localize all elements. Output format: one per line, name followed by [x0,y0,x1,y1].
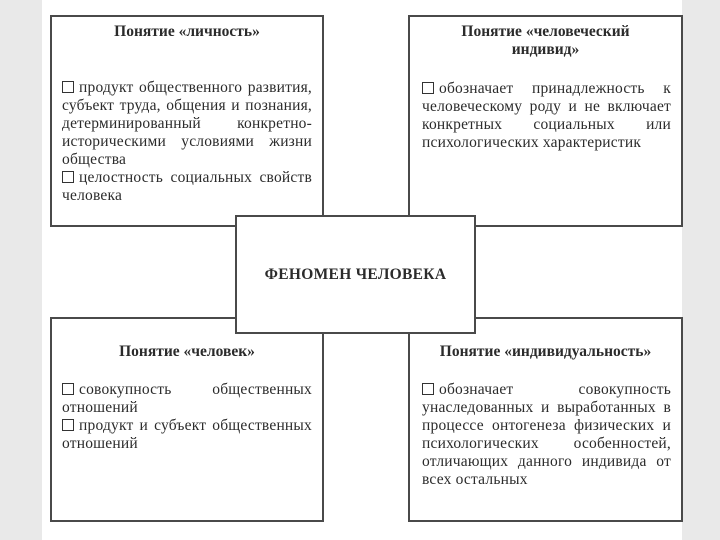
checkbox-icon [422,383,434,395]
box-chelovek [50,317,324,522]
list-item [422,80,671,152]
box-title: Понятие «человек» [119,343,255,360]
checkbox-icon [422,82,434,94]
center-box [235,215,476,334]
item-text: продукт и субъект общественных отношений [62,417,312,452]
item-list [410,361,681,489]
list-item [422,381,671,489]
item-list [410,59,681,152]
item-text: совокупность общественных отношений [62,381,312,416]
list-item [62,169,312,205]
item-text: целостность социальных свойств человека [62,169,312,204]
box-individ [408,15,683,227]
slide-edge-left [0,0,42,540]
item-text: обозначает принадлежность к человеческому роду и не включает конкретных социальных или психологических характеристик [422,80,671,151]
list-item [62,79,312,169]
box-individualnost [408,317,683,522]
box-title: Понятие «индивидуальность» [439,343,652,360]
item-list [52,41,322,205]
box-title: Понятие «личность» [114,23,260,40]
checkbox-icon [62,419,74,431]
box-lichnost [50,15,324,227]
item-text: обозначает совокупность унаследованных и выработанных в процессе онтогенеза физических и психологических особенностей, отличающих данного индивида от всех остальных [422,381,671,488]
item-list [52,361,322,453]
checkbox-icon [62,171,74,183]
list-item [62,417,312,453]
checkbox-icon [62,81,74,93]
checkbox-icon [62,383,74,395]
list-item [62,381,312,417]
item-text: продукт общественного развития, субъект труда, общения и познания, детерминированный конкретно-историческими условиями жизни общества [62,79,312,168]
box-title: Понятие «человеческий индивид» [461,23,630,58]
slide-edge-right [682,0,720,540]
center-title: ФЕНОМЕН ЧЕЛОВЕКА [264,265,447,283]
